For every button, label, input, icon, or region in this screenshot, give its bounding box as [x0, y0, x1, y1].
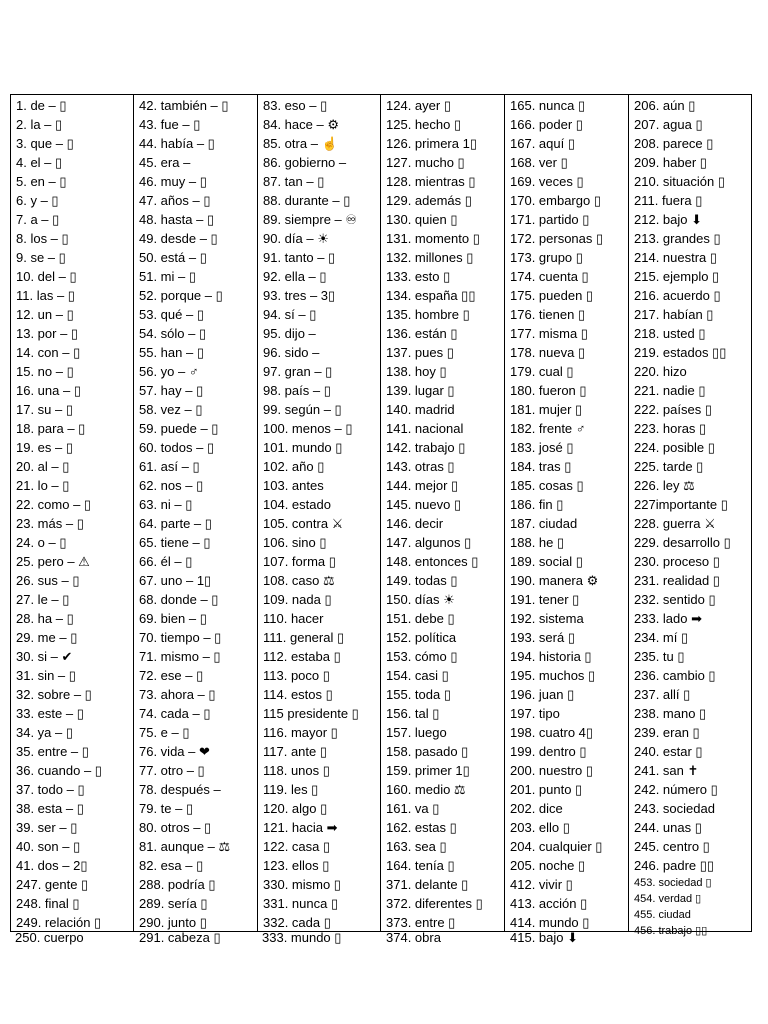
word-entry: 131. momento ▯	[386, 231, 480, 246]
word-entry: 26. sus – ▯	[16, 573, 80, 588]
word-entry: 10. del – ▯	[16, 269, 77, 284]
word-entry: 183. josé ▯	[510, 440, 574, 455]
word-entry: 97. gran – ▯	[263, 364, 333, 379]
word-entry: 176. tienen ▯	[510, 307, 586, 322]
word-entry: 414. mundo ▯	[510, 915, 590, 930]
word-entry: 373. entre ▯	[386, 915, 456, 930]
word-entry: 174. cuenta ▯	[510, 269, 589, 284]
word-entry: 413. acción ▯	[510, 896, 588, 911]
word-entry: 332. cada ▯	[263, 915, 331, 930]
word-entry: 239. eran ▯	[634, 725, 700, 740]
word-entry: 290. junto ▯	[139, 915, 207, 930]
word-entry: 77. otro – ▯	[139, 763, 205, 778]
word-entry: 48. hasta – ▯	[139, 212, 215, 227]
word-entry: 135. hombre ▯	[386, 307, 470, 322]
word-entry: 146. decir	[386, 516, 444, 531]
word-entry: 165. nunca ▯	[510, 98, 586, 113]
below-table-entry: 415. bajo ⬇	[510, 930, 578, 945]
word-entry: 209. haber ▯	[634, 155, 707, 170]
word-entry: 88. durante – ▯	[263, 193, 351, 208]
word-entry: 56. yo – ♂	[139, 364, 199, 379]
word-entry: 115 presidente ▯	[263, 706, 359, 721]
word-entry: 99. según – ▯	[263, 402, 342, 417]
word-entry: 124. ayer ▯	[386, 98, 451, 113]
word-entry: 224. posible ▯	[634, 440, 715, 455]
word-entry: 138. hoy ▯	[386, 364, 447, 379]
word-entry: 65. tiene – ▯	[139, 535, 211, 550]
word-entry: 190. manera ⚙	[510, 573, 599, 588]
word-entry: 163. sea ▯	[386, 839, 447, 854]
word-entry: 39. ser – ▯	[16, 820, 78, 835]
word-entry: 330. mismo ▯	[263, 877, 341, 892]
word-entry: 89. siempre – ♾	[263, 212, 358, 227]
word-entry: 149. todas ▯	[386, 573, 458, 588]
word-entry: 123. ellos ▯	[263, 858, 330, 873]
word-entry: 45. era –	[139, 155, 191, 170]
word-entry: 29. me – ▯	[16, 630, 78, 645]
word-entry: 211. fuera ▯	[634, 193, 703, 208]
word-entry: 61. así – ▯	[139, 459, 200, 474]
word-entry: 75. e – ▯	[139, 725, 190, 740]
word-entry: 159. primer 1▯	[386, 763, 470, 778]
word-entry: 152. política	[386, 630, 457, 645]
word-entry: 215. ejemplo ▯	[634, 269, 720, 284]
word-entry: 177. misma ▯	[510, 326, 588, 341]
column-3	[258, 95, 381, 931]
word-entry: 220. hizo	[634, 364, 687, 379]
word-entry: 206. aún ▯	[634, 98, 696, 113]
word-entry: 24. o – ▯	[16, 535, 67, 550]
word-entry: 121. hacia ➡	[263, 820, 338, 835]
word-entry: 122. casa ▯	[263, 839, 331, 854]
word-entry: 62. nos – ▯	[139, 478, 204, 493]
word-entry: 169. veces ▯	[510, 174, 584, 189]
word-entry: 205. noche ▯	[510, 858, 586, 873]
word-entry: 79. te – ▯	[139, 801, 194, 816]
word-entry: 54. sólo – ▯	[139, 326, 207, 341]
word-entry: 42. también – ▯	[139, 98, 229, 113]
word-entry: 242. número ▯	[634, 782, 718, 797]
word-entry: 96. sido –	[263, 345, 320, 360]
word-entry: 186. fin ▯	[510, 497, 564, 512]
word-entry-small: 454. verdad ▯	[634, 893, 702, 905]
word-entry: 200. nuestro ▯	[510, 763, 594, 778]
word-entry: 212. bajo ⬇	[634, 212, 702, 227]
word-entry: 90. día – ☀	[263, 231, 329, 246]
word-entry: 227importante ▯	[634, 497, 728, 512]
word-entry: 191. tener ▯	[510, 592, 580, 607]
word-entry: 248. final ▯	[16, 896, 80, 911]
word-entry: 241. san ✝	[634, 763, 699, 778]
word-entry: 9. se – ▯	[16, 250, 66, 265]
word-entry: 120. algo ▯	[263, 801, 328, 816]
word-entry: 204. cualquier ▯	[510, 839, 603, 854]
word-entry: 92. ella – ▯	[263, 269, 327, 284]
word-entry: 331. nunca ▯	[263, 896, 339, 911]
word-entry: 207. agua ▯	[634, 117, 703, 132]
word-entry: 229. desarrollo ▯	[634, 535, 731, 550]
word-entry: 185. cosas ▯	[510, 478, 584, 493]
word-entry: 25. pero – ⚠	[16, 554, 90, 569]
word-entry: 112. estaba ▯	[263, 649, 341, 664]
word-entry: 232. sentido ▯	[634, 592, 716, 607]
word-entry: 126. primera 1▯	[386, 136, 477, 151]
word-entry: 43. fue – ▯	[139, 117, 201, 132]
word-entry-small: 453. sociedad ▯	[634, 877, 712, 889]
word-entry-small: 455. ciudad	[634, 909, 691, 921]
word-entry: 66. él – ▯	[139, 554, 193, 569]
word-entry: 47. años – ▯	[139, 193, 211, 208]
column-6	[629, 95, 751, 937]
word-entry: 179. cual ▯	[510, 364, 574, 379]
word-entry: 108. caso ⚖	[263, 573, 335, 588]
word-entry: 164. tenía ▯	[386, 858, 455, 873]
word-entry: 22. como – ▯	[16, 497, 92, 512]
word-entry: 167. aquí ▯	[510, 136, 575, 151]
word-entry: 58. vez – ▯	[139, 402, 203, 417]
word-entry: 128. mientras ▯	[386, 174, 476, 189]
word-entry: 199. dentro ▯	[510, 744, 587, 759]
word-entry: 11. las – ▯	[16, 288, 75, 303]
word-entry: 157. luego	[386, 725, 447, 740]
word-entry: 228. guerra ⚔	[634, 516, 716, 531]
word-entry-small: 456. trabajo ▯▯	[634, 925, 708, 937]
word-entry: 188. he ▯	[510, 535, 565, 550]
word-entry: 52. porque – ▯	[139, 288, 223, 303]
word-entry: 134. españa ▯▯	[386, 288, 476, 303]
word-entry: 129. además ▯	[386, 193, 472, 208]
below-table-entry: 291. cabeza ▯	[139, 930, 221, 945]
word-entry: 210. situación ▯	[634, 174, 725, 189]
word-entry: 103. antes	[263, 478, 324, 493]
word-entry: 181. mujer ▯	[510, 402, 583, 417]
word-entry: 41. dos – 2▯	[16, 858, 88, 873]
word-entry: 187. ciudad	[510, 516, 578, 531]
word-entry: 168. ver ▯	[510, 155, 568, 170]
word-entry: 235. tu ▯	[634, 649, 685, 664]
word-entry: 154. casi ▯	[386, 668, 449, 683]
word-entry: 139. lugar ▯	[386, 383, 455, 398]
word-entry: 78. después –	[139, 782, 221, 797]
below-table-entry: 250. cuerpo	[15, 930, 84, 945]
word-entry: 23. más – ▯	[16, 516, 84, 531]
word-entry: 231. realidad ▯	[634, 573, 720, 588]
word-entry: 3. que – ▯	[16, 136, 74, 151]
word-entry: 148. entonces ▯	[386, 554, 479, 569]
word-entry: 203. ello ▯	[510, 820, 570, 835]
word-entry: 117. ante ▯	[263, 744, 328, 759]
word-entry: 102. año ▯	[263, 459, 325, 474]
word-entry: 161. va ▯	[386, 801, 440, 816]
word-entry: 116. mayor ▯	[263, 725, 338, 740]
word-entry: 7. a – ▯	[16, 212, 60, 227]
word-entry: 127. mucho ▯	[386, 155, 465, 170]
word-entry: 230. proceso ▯	[634, 554, 720, 569]
word-entry: 170. embargo ▯	[510, 193, 601, 208]
word-entry: 27. le – ▯	[16, 592, 70, 607]
word-entry: 166. poder ▯	[510, 117, 583, 132]
word-entry: 202. dice	[510, 801, 563, 816]
word-entry: 4. el – ▯	[16, 155, 63, 170]
word-entry: 1. de – ▯	[16, 98, 67, 113]
word-entry: 132. millones ▯	[386, 250, 474, 265]
word-entry: 201. punto ▯	[510, 782, 583, 797]
word-entry: 109. nada ▯	[263, 592, 332, 607]
word-entry: 147. algunos ▯	[386, 535, 472, 550]
word-entry: 226. ley ⚖	[634, 478, 695, 493]
word-entry: 12. un – ▯	[16, 307, 74, 322]
word-entry: 160. medio ⚖	[386, 782, 466, 797]
word-entry: 95. dijo –	[263, 326, 316, 341]
word-entry: 83. eso – ▯	[263, 98, 328, 113]
word-entry: 87. tan – ▯	[263, 174, 325, 189]
word-entry: 289. sería ▯	[139, 896, 208, 911]
word-entry: 141. nacional	[386, 421, 464, 436]
word-entry: 28. ha – ▯	[16, 611, 74, 626]
word-entry: 71. mismo – ▯	[139, 649, 221, 664]
word-entry: 145. nuevo ▯	[386, 497, 462, 512]
word-entry: 106. sino ▯	[263, 535, 327, 550]
word-entry: 155. toda ▯	[386, 687, 451, 702]
word-entry: 21. lo – ▯	[16, 478, 70, 493]
word-entry: 198. cuatro 4▯	[510, 725, 594, 740]
word-entry: 37. todo – ▯	[16, 782, 85, 797]
word-entry: 31. sin – ▯	[16, 668, 76, 683]
word-entry: 93. tres – 3▯	[263, 288, 336, 303]
word-entry: 80. otros – ▯	[139, 820, 212, 835]
word-entry: 6. y – ▯	[16, 193, 59, 208]
word-entry: 68. donde – ▯	[139, 592, 219, 607]
word-entry: 18. para – ▯	[16, 421, 86, 436]
column-5	[505, 95, 629, 931]
word-entry: 119. les ▯	[263, 782, 319, 797]
word-entry: 189. social ▯	[510, 554, 583, 569]
word-entry: 35. entre – ▯	[16, 744, 89, 759]
word-entry: 57. hay – ▯	[139, 383, 204, 398]
word-entry: 13. por – ▯	[16, 326, 79, 341]
word-entry: 14. con – ▯	[16, 345, 81, 360]
word-entry: 130. quien ▯	[386, 212, 458, 227]
word-entry: 91. tanto – ▯	[263, 250, 336, 265]
word-entry: 38. esta – ▯	[16, 801, 84, 816]
word-entry: 244. unas ▯	[634, 820, 702, 835]
word-entry: 15. no – ▯	[16, 364, 74, 379]
word-entry: 208. parece ▯	[634, 136, 714, 151]
word-entry: 236. cambio ▯	[634, 668, 716, 683]
word-entry: 133. esto ▯	[386, 269, 451, 284]
word-entry: 125. hecho ▯	[386, 117, 462, 132]
word-entry: 192. sistema	[510, 611, 584, 626]
word-table	[10, 94, 752, 937]
word-entry: 19. es – ▯	[16, 440, 74, 455]
word-entry: 59. puede – ▯	[139, 421, 219, 436]
word-entry: 246. padre ▯▯	[634, 858, 715, 873]
word-entry: 219. estados ▯▯	[634, 345, 727, 360]
word-entry: 150. días ☀	[386, 592, 455, 607]
word-entry: 180. fueron ▯	[510, 383, 587, 398]
word-entry: 238. mano ▯	[634, 706, 707, 721]
word-entry: 225. tarde ▯	[634, 459, 704, 474]
word-entry: 171. partido ▯	[510, 212, 590, 227]
word-entry: 85. otra – ☝	[263, 136, 338, 151]
below-table-entry: 374. obra	[386, 930, 441, 945]
word-entry: 8. los – ▯	[16, 231, 69, 246]
word-entry: 153. cómo ▯	[386, 649, 458, 664]
word-entry: 49. desde – ▯	[139, 231, 218, 246]
word-entry: 73. ahora – ▯	[139, 687, 216, 702]
word-entry: 76. vida – ❤	[139, 744, 210, 759]
word-entry: 221. nadie ▯	[634, 383, 706, 398]
word-entry: 74. cada – ▯	[139, 706, 211, 721]
word-entry: 218. usted ▯	[634, 326, 706, 341]
word-entry: 63. ni – ▯	[139, 497, 193, 512]
word-entry: 86. gobierno –	[263, 155, 347, 170]
word-entry: 33. este – ▯	[16, 706, 84, 721]
word-entry: 156. tal ▯	[386, 706, 440, 721]
word-entry: 72. ese – ▯	[139, 668, 204, 683]
word-entry: 64. parte – ▯	[139, 516, 212, 531]
word-entry: 118. unos ▯	[263, 763, 330, 778]
word-entry: 247. gente ▯	[16, 877, 89, 892]
word-entry: 51. mi – ▯	[139, 269, 197, 284]
word-entry: 371. delante ▯	[386, 877, 469, 892]
word-entry: 82. esa – ▯	[139, 858, 204, 873]
word-entry: 197. tipo	[510, 706, 560, 721]
word-entry: 34. ya – ▯	[16, 725, 74, 740]
word-entry: 111. general ▯	[263, 630, 345, 645]
word-entry: 193. será ▯	[510, 630, 575, 645]
word-entry: 216. acuerdo ▯	[634, 288, 721, 303]
word-entry: 17. su – ▯	[16, 402, 74, 417]
word-entry: 194. historia ▯	[510, 649, 592, 664]
word-entry: 2. la – ▯	[16, 117, 63, 132]
word-entry: 137. pues ▯	[386, 345, 454, 360]
word-entry: 222. países ▯	[634, 402, 712, 417]
word-entry: 249. relación ▯	[16, 915, 102, 930]
word-entry: 178. nueva ▯	[510, 345, 586, 360]
word-entry: 107. forma ▯	[263, 554, 336, 569]
word-entry: 69. bien – ▯	[139, 611, 207, 626]
word-entry: 44. había – ▯	[139, 136, 215, 151]
column-2	[134, 95, 258, 931]
word-entry: 142. trabajo ▯	[386, 440, 466, 455]
word-entry: 151. debe ▯	[386, 611, 455, 626]
word-entry: 16. una – ▯	[16, 383, 81, 398]
word-entry: 196. juan ▯	[510, 687, 575, 702]
word-entry: 140. madrid	[386, 402, 455, 417]
word-entry: 372. diferentes ▯	[386, 896, 483, 911]
word-entry: 40. son – ▯	[16, 839, 81, 854]
word-entry: 173. grupo ▯	[510, 250, 583, 265]
word-entry: 46. muy – ▯	[139, 174, 207, 189]
word-entry: 240. estar ▯	[634, 744, 703, 759]
word-entry: 81. aunque – ⚖	[139, 839, 231, 854]
word-entry: 223. horas ▯	[634, 421, 707, 436]
word-entry: 233. lado ➡	[634, 611, 702, 626]
word-entry: 237. allí ▯	[634, 687, 691, 702]
column-4	[381, 95, 505, 931]
word-entry: 182. frente ♂	[510, 421, 586, 436]
word-entry: 114. estos ▯	[263, 687, 333, 702]
word-entry: 104. estado	[263, 497, 331, 512]
word-entry: 144. mejor ▯	[386, 478, 459, 493]
word-entry: 67. uno – 1▯	[139, 573, 212, 588]
word-entry: 32. sobre – ▯	[16, 687, 92, 702]
word-entry: 288. podría ▯	[139, 877, 216, 892]
word-entry: 36. cuando – ▯	[16, 763, 102, 778]
word-entry: 110. hacer	[263, 611, 324, 626]
word-entry: 217. habían ▯	[634, 307, 714, 322]
word-entry: 100. menos – ▯	[263, 421, 353, 436]
word-entry: 184. tras ▯	[510, 459, 572, 474]
word-entry: 30. si – ✔	[16, 649, 73, 664]
word-entry: 101. mundo ▯	[263, 440, 343, 455]
word-entry: 136. están ▯	[386, 326, 458, 341]
below-table-entry: 333. mundo ▯	[262, 930, 342, 945]
word-entry: 234. mí ▯	[634, 630, 689, 645]
word-entry: 94. sí – ▯	[263, 307, 317, 322]
word-entry: 172. personas ▯	[510, 231, 604, 246]
word-entry: 70. tiempo – ▯	[139, 630, 222, 645]
word-entry: 213. grandes ▯	[634, 231, 721, 246]
word-entry: 245. centro ▯	[634, 839, 710, 854]
word-entry: 243. sociedad	[634, 801, 715, 816]
word-entry: 158. pasado ▯	[386, 744, 469, 759]
word-entry: 55. han – ▯	[139, 345, 204, 360]
word-entry: 60. todos – ▯	[139, 440, 215, 455]
word-entry: 113. poco ▯	[263, 668, 330, 683]
word-entry: 53. qué – ▯	[139, 307, 204, 322]
word-entry: 84. hace – ⚙	[263, 117, 339, 132]
word-entry: 162. estas ▯	[386, 820, 457, 835]
column-1	[11, 95, 134, 931]
word-entry: 214. nuestra ▯	[634, 250, 718, 265]
word-entry: 98. país – ▯	[263, 383, 331, 398]
word-entry: 143. otras ▯	[386, 459, 455, 474]
word-entry: 412. vivir ▯	[510, 877, 573, 892]
word-entry: 5. en – ▯	[16, 174, 67, 189]
word-entry: 195. muchos ▯	[510, 668, 596, 683]
word-entry: 175. pueden ▯	[510, 288, 594, 303]
word-entry: 105. contra ⚔	[263, 516, 344, 531]
word-entry: 20. al – ▯	[16, 459, 70, 474]
word-entry: 50. está – ▯	[139, 250, 207, 265]
